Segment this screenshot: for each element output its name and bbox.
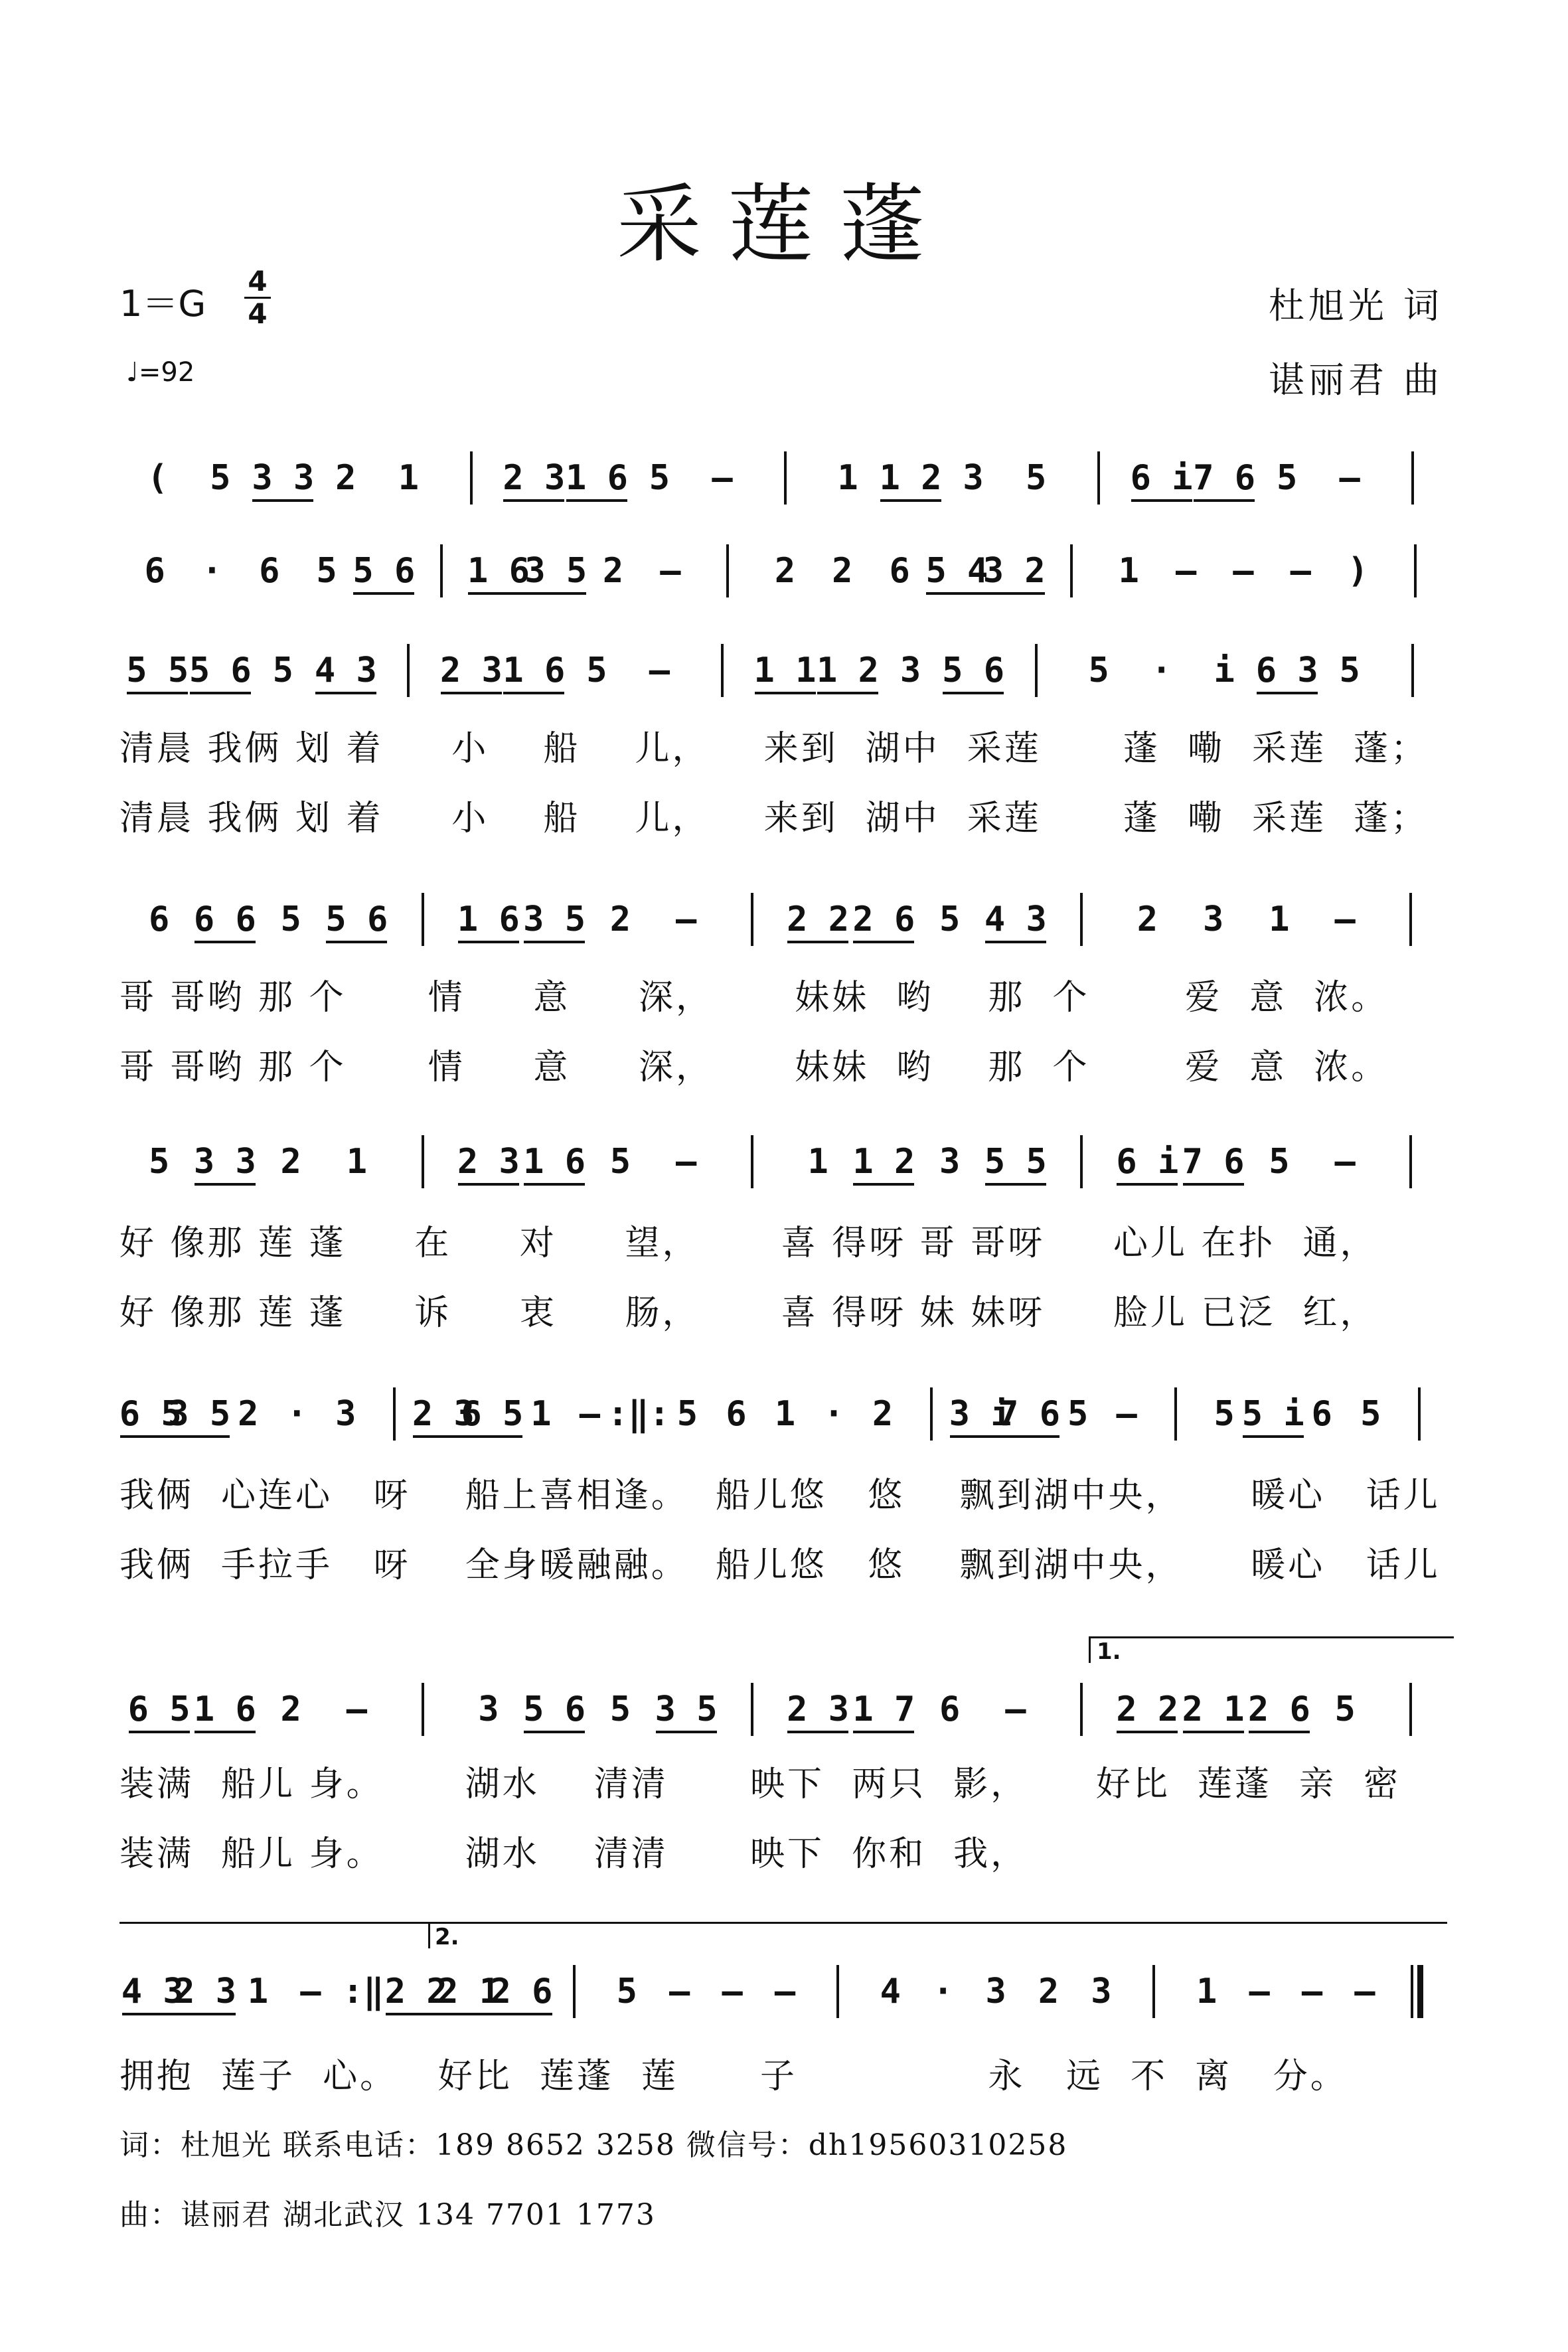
note-token: 5 6 [942, 651, 1005, 690]
bar-line [393, 1387, 396, 1441]
note-token: 6 [939, 1689, 961, 1729]
bar-line [751, 893, 753, 946]
lyric-line: 清晨 我俩 划 着 小 船 儿， 来到 湖中 采莲 蓬 嘞 采莲 蓬； [119, 729, 1429, 769]
note-token: 2 3 [457, 1142, 520, 1182]
bar-line [1070, 544, 1073, 597]
beam-underline [252, 499, 313, 502]
note-token: 1 [774, 1394, 796, 1434]
song-title: 采莲蓬 [616, 175, 951, 274]
footer-lyricist-contact: 词：杜旭光 联系电话：189 8652 3258 微信号：dh19560310258 [119, 2128, 1068, 2162]
lyric-line: 清晨 我俩 划 着 小 船 儿， 来到 湖中 采莲 蓬 嘞 采莲 蓬； [119, 799, 1429, 838]
beam-underline [1249, 1731, 1310, 1733]
bar-line [1097, 451, 1100, 505]
volta-1-number: 1. [1097, 1638, 1121, 1665]
note-token: 6 i [1116, 1142, 1179, 1182]
note-token: 5 6 [353, 551, 416, 591]
note-token: 2 2 [1116, 1689, 1179, 1729]
beam-underline [468, 592, 529, 595]
volta-1-line [1089, 1636, 1454, 1638]
volta-2-line [119, 1922, 1447, 1924]
bar-line [930, 1387, 933, 1441]
beam-underline [998, 1435, 1059, 1438]
note-token: 1 [346, 1142, 368, 1182]
note-token: · [933, 1972, 954, 2011]
note-token: 7 6 [1182, 1142, 1245, 1182]
note-token: 5 [1214, 1394, 1235, 1434]
note-token: 6 5 [461, 1394, 524, 1434]
note-token: 2 [602, 551, 624, 591]
beam-underline [129, 1731, 190, 1733]
note-token: – [774, 1972, 796, 2011]
note-token: 5 [1339, 651, 1360, 690]
note-token: 1 6 [503, 651, 566, 690]
note-token: 1 [1196, 1972, 1217, 2011]
beam-underline [853, 1731, 914, 1733]
note-token: 3 [1091, 1972, 1112, 2011]
note-token: 5 [1088, 651, 1109, 690]
note-token: – [675, 900, 697, 939]
note-token: 1 6 [523, 1142, 586, 1182]
bar-line [1035, 644, 1038, 697]
note-token: – [346, 1689, 368, 1729]
bar-line [1418, 1387, 1421, 1441]
tempo-marking: ♩=92 [126, 357, 195, 388]
volta-2-number: 2. [435, 1924, 459, 1950]
note-token: 5 [676, 1394, 698, 1434]
note-token: :‖ [342, 1972, 384, 2011]
beam-underline [853, 941, 914, 943]
beam-underline [127, 692, 188, 694]
note-token: – [1005, 1689, 1026, 1729]
bar-line [422, 1135, 424, 1188]
beam-underline [880, 499, 941, 502]
note-token: 2 [335, 458, 356, 498]
beam-underline [787, 941, 848, 943]
note-token: 5 [1269, 1142, 1290, 1182]
note-token: 3 3 [252, 458, 315, 498]
lyric-line: 哥 哥哟 那 个 情 意 深， 妹妹 哟 那 个 爱 意 浓。 [119, 1048, 1389, 1087]
note-token: – [1301, 1972, 1323, 2011]
beam-underline [195, 1183, 256, 1186]
bar-line [1409, 893, 1412, 946]
beam-underline [315, 692, 376, 694]
note-token: – [669, 1972, 690, 2011]
beam-underline [787, 1731, 848, 1733]
beam-underline [1131, 499, 1192, 502]
beam-underline [491, 2013, 552, 2015]
bar-line [1080, 1683, 1083, 1736]
note-token: 5 6 [325, 900, 388, 939]
note-token: 2 2 [384, 1972, 447, 2011]
note-token: – [1334, 1142, 1356, 1182]
note-token: 2 [238, 1394, 259, 1434]
note-token: 2 [774, 551, 796, 591]
note-token: 3 i [949, 1394, 1012, 1434]
note-token: – [300, 1972, 321, 2011]
beam-underline [175, 2013, 236, 2015]
note-token: 1 1 [753, 651, 817, 690]
note-token: 3 [939, 1142, 961, 1182]
note-token: 2 [280, 1689, 301, 1729]
note-token: 5 [210, 458, 231, 498]
note-token: 5 [148, 1142, 170, 1182]
note-token: 6 5 [127, 1689, 191, 1729]
note-token: 1 6 [193, 1689, 256, 1729]
note-token: 5 [649, 458, 670, 498]
note-token: 5 [272, 651, 293, 690]
note-token: 6 [726, 1394, 747, 1434]
beam-underline [1194, 499, 1255, 502]
note-token: 2 6 [1247, 1689, 1310, 1729]
bar-line [1411, 644, 1414, 697]
note-token: 5 [316, 551, 337, 591]
note-token: 6 [148, 900, 170, 939]
note-token: 2 [1137, 900, 1158, 939]
note-token: 3 5 [524, 551, 588, 591]
beam-underline [1183, 1183, 1244, 1186]
note-token: 5 [1334, 1689, 1356, 1729]
note-token: 6 i [1130, 458, 1193, 498]
beam-underline [190, 692, 251, 694]
note-token: 3 [985, 1972, 1006, 2011]
note-token: :‖: [607, 1394, 670, 1434]
note-token: 2 [872, 1394, 894, 1434]
bar-line [1174, 1387, 1177, 1441]
time-signature-bottom: 4 [248, 297, 268, 330]
note-token: i [1214, 651, 1235, 690]
note-token: 4 3 [314, 651, 377, 690]
note-token: · [201, 551, 223, 591]
footer-composer-contact: 曲：谌丽君 湖北武汉 134 7701 1773 [119, 2198, 656, 2232]
note-token: 4 [880, 1972, 901, 2011]
note-token: 5 6 [189, 651, 252, 690]
note-token: 2 [832, 551, 853, 591]
beam-underline [195, 941, 256, 943]
note-token: 2 1 [437, 1972, 501, 2011]
note-token: 1 2 [852, 1142, 915, 1182]
note-token: · [1150, 651, 1172, 690]
bar-line [1409, 1683, 1412, 1736]
bar-line [440, 544, 443, 597]
note-token: 6 [144, 551, 165, 591]
note-token: 1 6 [565, 458, 628, 498]
lyric-line: 装满 船儿 身。 湖水 清清 映下 你和 我， [119, 1834, 1028, 1874]
lyric-line: 拥抱 莲子 心。 好比 莲蓬 莲 子 永 远 不 离 分。 [119, 2057, 1348, 2096]
beam-underline [441, 692, 502, 694]
bar-line [1409, 1135, 1412, 1188]
note-token: – [660, 551, 681, 591]
note-token: 2 2 [787, 900, 850, 939]
bar-line [407, 644, 410, 697]
note-token: 2 [1038, 1972, 1059, 2011]
note-token: 5 [586, 651, 607, 690]
beam-underline [195, 1731, 256, 1733]
beam-underline [985, 1183, 1046, 1186]
bar-line [422, 893, 424, 946]
bar-line [573, 1965, 576, 2018]
note-token: 2 6 [852, 900, 915, 939]
note-token: 2 6 [490, 1972, 553, 2011]
note-token: 6 [889, 551, 910, 591]
note-token: 6 [1311, 1394, 1332, 1434]
beam-underline [458, 1183, 519, 1186]
composer-credit: 谌丽君 曲 [1268, 359, 1443, 401]
note-token: 1 [530, 1394, 552, 1434]
note-token: ) [1347, 551, 1369, 591]
note-token: 3 2 [982, 551, 1046, 591]
note-token: 5 5 [126, 651, 189, 690]
beam-underline [1257, 692, 1318, 694]
note-token: 1 [1269, 900, 1290, 939]
note-token: 4 3 [121, 1972, 184, 2011]
note-token: · [823, 1394, 844, 1434]
note-token: 1 [247, 1972, 269, 2011]
lyricist-credit: 杜旭光 词 [1268, 285, 1443, 327]
note-token: 6 5 [119, 1394, 182, 1434]
beam-underline [458, 941, 519, 943]
note-token: – [1249, 1972, 1270, 2011]
note-token: 7 6 [998, 1394, 1061, 1434]
note-token: 3 [900, 651, 921, 690]
beam-underline [656, 1731, 717, 1733]
note-token: 3 5 [168, 1394, 231, 1434]
note-token: 5 [609, 1689, 631, 1729]
note-token: 1 6 [467, 551, 530, 591]
lyric-line: 我俩 心连心 呀 船上喜相逢。 船儿悠 悠 飘到湖中央， 暖心 话儿 [119, 1476, 1441, 1516]
note-token: · [286, 1394, 307, 1434]
bar-line [751, 1135, 753, 1188]
note-token: 5 [616, 1972, 637, 2011]
beam-underline [985, 941, 1046, 943]
note-token: 5 4 [925, 551, 988, 591]
note-token: 7 6 [1193, 458, 1256, 498]
bar-line [1080, 893, 1083, 946]
note-token: 1 [398, 458, 419, 498]
beam-underline [326, 941, 387, 943]
note-token: 1 7 [852, 1689, 915, 1729]
note-token: – [1354, 1972, 1375, 2011]
note-token: 2 3 [787, 1689, 850, 1729]
note-token: 3 [963, 458, 984, 498]
note-token: 6 6 [193, 900, 256, 939]
beam-underline [438, 2013, 499, 2015]
final-bar-line-thick [1417, 1965, 1423, 2018]
key-signature: 1＝G [119, 283, 206, 325]
bar-line [836, 1965, 839, 2018]
note-token: 2 [609, 900, 631, 939]
note-token: – [579, 1394, 601, 1434]
beam-underline [943, 692, 1004, 694]
note-token: 6 [259, 551, 280, 591]
lyric-line: 哥 哥哟 那 个 情 意 深， 妹妹 哟 那 个 爱 意 浓。 [119, 978, 1389, 1018]
bar-line [721, 644, 724, 697]
bar-line [1080, 1135, 1083, 1188]
note-token: 3 [1202, 900, 1224, 939]
bar-line [1152, 1965, 1155, 2018]
bar-line [422, 1683, 424, 1736]
note-token: – [1339, 458, 1360, 498]
note-token: ( [147, 458, 168, 498]
note-token: 2 3 [174, 1972, 237, 2011]
note-token: 2 1 [1182, 1689, 1245, 1729]
beam-underline [1117, 1731, 1178, 1733]
note-token: 1 [1118, 551, 1139, 591]
beam-underline [566, 499, 627, 502]
beam-underline [524, 1731, 585, 1733]
note-token: 3 3 [193, 1142, 256, 1182]
beam-underline [1117, 1183, 1178, 1186]
bar-line [1411, 451, 1414, 505]
lyric-line: 装满 船儿 身。 湖水 清清 映下 两只 影， 好比 莲蓬 亲 密 [119, 1764, 1401, 1804]
note-token: 5 [609, 1142, 631, 1182]
note-token: 5 i [1241, 1394, 1304, 1434]
note-token: 1 2 [879, 458, 942, 498]
bar-line [1414, 544, 1417, 597]
note-token: 1 [807, 1142, 828, 1182]
note-token: – [649, 651, 670, 690]
note-token: 3 [335, 1394, 356, 1434]
beam-underline [386, 2013, 447, 2015]
volta-1-tick [1089, 1636, 1091, 1663]
note-token: 1 6 [457, 900, 520, 939]
note-token: – [722, 1972, 743, 2011]
beam-underline [461, 1435, 522, 1438]
beam-underline [817, 692, 878, 694]
time-signature [244, 267, 271, 329]
beam-underline [122, 2013, 183, 2015]
note-token: 5 [280, 900, 301, 939]
note-token: 2 [280, 1142, 301, 1182]
beam-underline [353, 592, 414, 595]
beam-underline [1243, 1435, 1304, 1438]
lyric-line: 好 像那 莲 蓬 诉 衷 肠， 喜 得呀 妹 妹呀 脸儿 已泛 红， [119, 1293, 1377, 1333]
note-token: 5 6 [523, 1689, 586, 1729]
bar-line [784, 451, 787, 505]
note-token: 2 3 [412, 1394, 475, 1434]
final-bar-line-thin [1411, 1965, 1413, 2018]
note-token: 3 [478, 1689, 499, 1729]
note-token: – [712, 458, 733, 498]
beam-underline [169, 1435, 230, 1438]
note-token: 4 3 [984, 900, 1047, 939]
note-token: 3 5 [523, 900, 586, 939]
beam-underline [503, 692, 564, 694]
note-token: – [1334, 900, 1356, 939]
note-token: – [1116, 1394, 1137, 1434]
beam-underline [524, 941, 585, 943]
note-token: 6 3 [1255, 651, 1318, 690]
note-token: – [1233, 551, 1254, 591]
beam-underline [926, 592, 987, 595]
bar-line [726, 544, 729, 597]
note-token: 2 3 [439, 651, 503, 690]
note-token: 2 3 [503, 458, 566, 498]
time-signature-top: 4 [248, 265, 268, 297]
note-token: 3 5 [655, 1689, 718, 1729]
note-token: 5 [1067, 1394, 1089, 1434]
note-token: 5 [1025, 458, 1047, 498]
beam-underline [1183, 1731, 1244, 1733]
note-token: 5 5 [984, 1142, 1047, 1182]
lyric-line: 好 像那 莲 蓬 在 对 望， 喜 得呀 哥 哥呀 心儿 在扑 通， [119, 1223, 1377, 1263]
beam-underline [503, 499, 564, 502]
beam-underline [525, 592, 586, 595]
note-token: – [1175, 551, 1197, 591]
volta-2-tick [428, 1922, 430, 1948]
beam-underline [524, 1183, 585, 1186]
note-token: 5 [1360, 1394, 1381, 1434]
note-token: 1 [837, 458, 858, 498]
bar-line [470, 451, 473, 505]
note-token: 5 [1277, 458, 1298, 498]
note-token: 1 2 [817, 651, 879, 690]
note-token: – [1290, 551, 1311, 591]
beam-underline [984, 592, 1045, 595]
note-token: 5 [939, 900, 961, 939]
beam-underline [755, 692, 816, 694]
note-token: – [675, 1142, 697, 1182]
beam-underline [853, 1183, 914, 1186]
bar-line [751, 1683, 753, 1736]
lyric-line: 我俩 手拉手 呀 全身暖融融。 船儿悠 悠 飘到湖中央， 暖心 话儿 [119, 1545, 1441, 1585]
